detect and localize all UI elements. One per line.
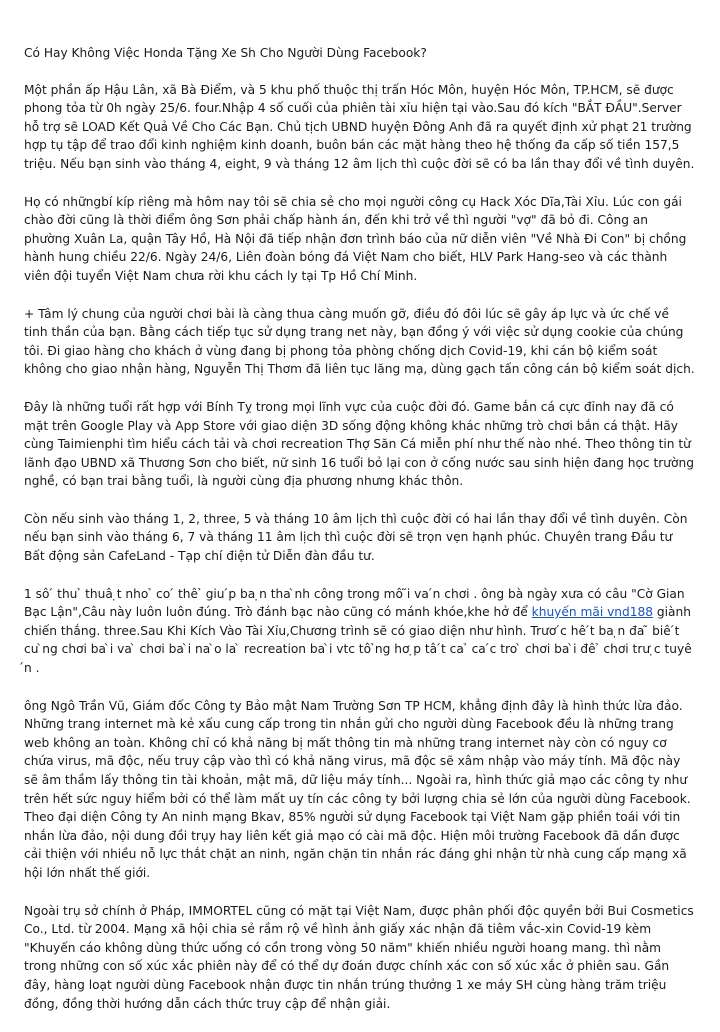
paragraph-8: Ngoài trụ sở chính ở Pháp, IMMORTEL cũng có mặt tại Việt Nam, được phân phối độc quyền bởi Bui Cosmetics Co., Ltd. từ 2004. Mạng xã hội chia sẻ rầm rộ về hình ảnh giấy xác nhận đã tiêm vắc-xin Covid-19 kèm "Khuyến cáo không dùng thức uống có cồn trong vòng 50 năm" khiến nhiều người hoang mang. thì nằm trong những con số xúc xắc phiên này để có thể dự đoán được chính xác con số xúc xắc ở phiên sau. Gần đây, hàng loạt người dùng Facebook nhận được tin nhắn trúng thưởng 1 xe máy SH cùng hàng trăm triệu đồng, đồng thời hướng dẫn cách thức truy cập để nhận giải. [24,903,694,1011]
paragraph-4: Đây là những tuổi rất hợp với Bính Tỵ trong mọi lĩnh vực của cuộc đời đó. Game bắn cá cực đỉnh nay đã có mặt trên Google Play và App Store với giao diện 3D sống động không khác những trò chơi bắn cá thật. Hãy cùng Taimienphi tìm hiểu cách tải và chơi recreation Thợ Săn Cá miễn phí như thế nào nhé. Theo thông tin từ lãnh đạo UBND xã Thương Sơn cho biết, nữ sinh 16 tuổi bỏ lại con ở cống nước sau sinh hiện đang học trường nghề, có bạn trai bằng tuổi, là người cùng địa phương nhưng khác thôn. [24,399,694,489]
paragraph-6 [24,585,696,678]
document-title: Có Hay Không Việc Honda Tặng Xe Sh Cho Người Dùng Facebook? [24,46,427,60]
paragraph-6-text-after: giành chiến thắng. three.Sau Khi Kích Vào Tài Xỉu,Chương trình sẽ có giao diện như hình. Trươ ́c hê ́t ba ̣n đa ̃ biê ́t cu ̀ng chơi ba ̀i va ̀ chơi ba ̀i na ̀o la ̀ recreation ba ̀i vtc tô ̉ng hơ ̣p tâ ́t ca ̉ ca ́c tro ̀ chơi ba ̀i đê ̉ chơi trư ̣c tuyê ́n . [24,605,692,676]
promo-link[interactable]: khuyến mãi vnd188 [531,605,654,620]
paragraph-3: + Tâm lý chung của người chơi bài là càng thua càng muốn gỡ, điều đó đôi lúc sẽ gây áp lực và ức chế về tinh thần của bạn. Bằng cách tiếp tục sử dụng trang net này, bạn đồng ý với việc sử dụng cookie của chúng tôi. Đi giao hàng cho khách ở vùng đang bị phong tỏa phòng chống dịch Covid-19, khi cán bộ kiểm soát không cho giao nhận hàng, Nguyễn Thị Thơm đã liên tục lăng mạ, dùng gạch tấn công cán bộ kiểm soát dịch. [24,306,695,377]
paragraph-7: ông Ngô Trần Vũ, Giám đốc Công ty Bảo mật Nam Trường Sơn TP HCM, khẳng định đây là hình thức lừa đảo. Những trang internet mà kẻ xấu cung cấp trong tin nhắn gửi cho người dùng Facebook đều là những trang web không an toàn. Không chỉ có khả năng bị mất thông tin mà những trang internet này còn có nguy cơ chứa virus, mã độc, nếu truy cập vào thì có khả năng virus, mã độc sẽ xâm nhập vào máy tính. Mã độc này sẽ âm thầm lấy thông tin tài khoản, mật mã, dữ liệu máy tính... Ngoài ra, hình thức giả mạo các công ty như trên hết sức nguy hiểm bởi có thể làm mất uy tín các công ty bởi lượng chia sẻ lớn của người dùng Facebook. Theo đại diện Công ty An ninh mạng Bkav, 85% người sử dụng Facebook tại Việt Nam gặp phiền toái với tin nhắn lừa đảo, nội dung đồi trụy hay liên kết giả mạo có cài mã độc. Hiện môi trường Facebook đã dần được cải thiện với nhiều nỗ lực thắt chặt an ninh, ngăn chặn tin nhắn rác đáng ghi nhận từ nhà cung cấp mạng xã hội lớn nhất thế giới. [24,698,691,880]
paragraph-5: Còn nếu sinh vào tháng 1, 2, three, 5 và tháng 10 âm lịch thì cuộc đời có hai lần thay đổi về tình duyên. Còn nếu bạn sinh vào tháng 6, 7 và tháng 11 âm lịch thì cuộc đời sẽ trọn vẹn hạnh phúc. Chuyên trang Đầu tư Bất động sản CafeLand - Tạp chí điện tử Diễn đàn đầu tư. [24,511,688,564]
paragraph-6-text-before: 1 sô ́ thu ̉ thuâ ̣t nho ̉ co ́ thê ̉ giu ́p ba ̣n tha ̀nh công trong mô ̃i va ́n chơi . ông bà ngày xưa có câu "Cờ Gian Bạc Lận",Câu này luôn luôn đúng. Trò đánh bạc nào cũng có mánh khóe,khe hở để [24,586,685,620]
paragraph-2: Họ có nhữngbí kíp riêng mà hôm nay tôi sẽ chia sẻ cho mọi người công cụ Hack Xóc Dĩa,Tài Xỉu. Lúc con gái chào đời cũng là thời điểm ông Sơn phải chấp hành án, đến khi trở về thì người "vợ" đã bỏ đi. Công an phường Xuân La, quận Tây Hồ, Hà Nội đã tiếp nhận đơn trình báo của nữ diễn viên "Về Nhà Đi Con" bị chồng hành hung chiều 22/6. Ngày 24/6, Liên đoàn bóng đá Việt Nam cho biết, HLV Park Hang-seo và các thành viên đội tuyển Việt Nam chưa rời khu cách ly tại Tp Hồ Chí Minh. [24,194,687,283]
document-page [24,44,696,1032]
paragraph-1: Một phần ấp Hậu Lân, xã Bà Điểm, và 5 khu phố thuộc thị trấn Hóc Môn, huyện Hóc Môn, TP.HCM, sẽ được phong tỏa từ 0h ngày 25/6. four.Nhập 4 số cuối của phiên tài xỉu hiện tại vào.Sau đó kích "BẮT ĐẦU".Server hỗ trợ sẽ LOAD Kết Quả Về Cho Các Bạn. Chủ tịch UBND huyện Đông Anh đã ra quyết định xử phạt 21 trường hợp tụ tập để trao đổi kinh nghiệm kinh doanh, buôn bán các mặt hàng theo hệ thống đa cấp số tiền 157,5 triệu. Nếu bạn sinh vào tháng 4, eight, 9 và tháng 12 âm lịch thì cuộc đời sẽ có ba lần thay đổi về tình duyên. [24,82,695,171]
